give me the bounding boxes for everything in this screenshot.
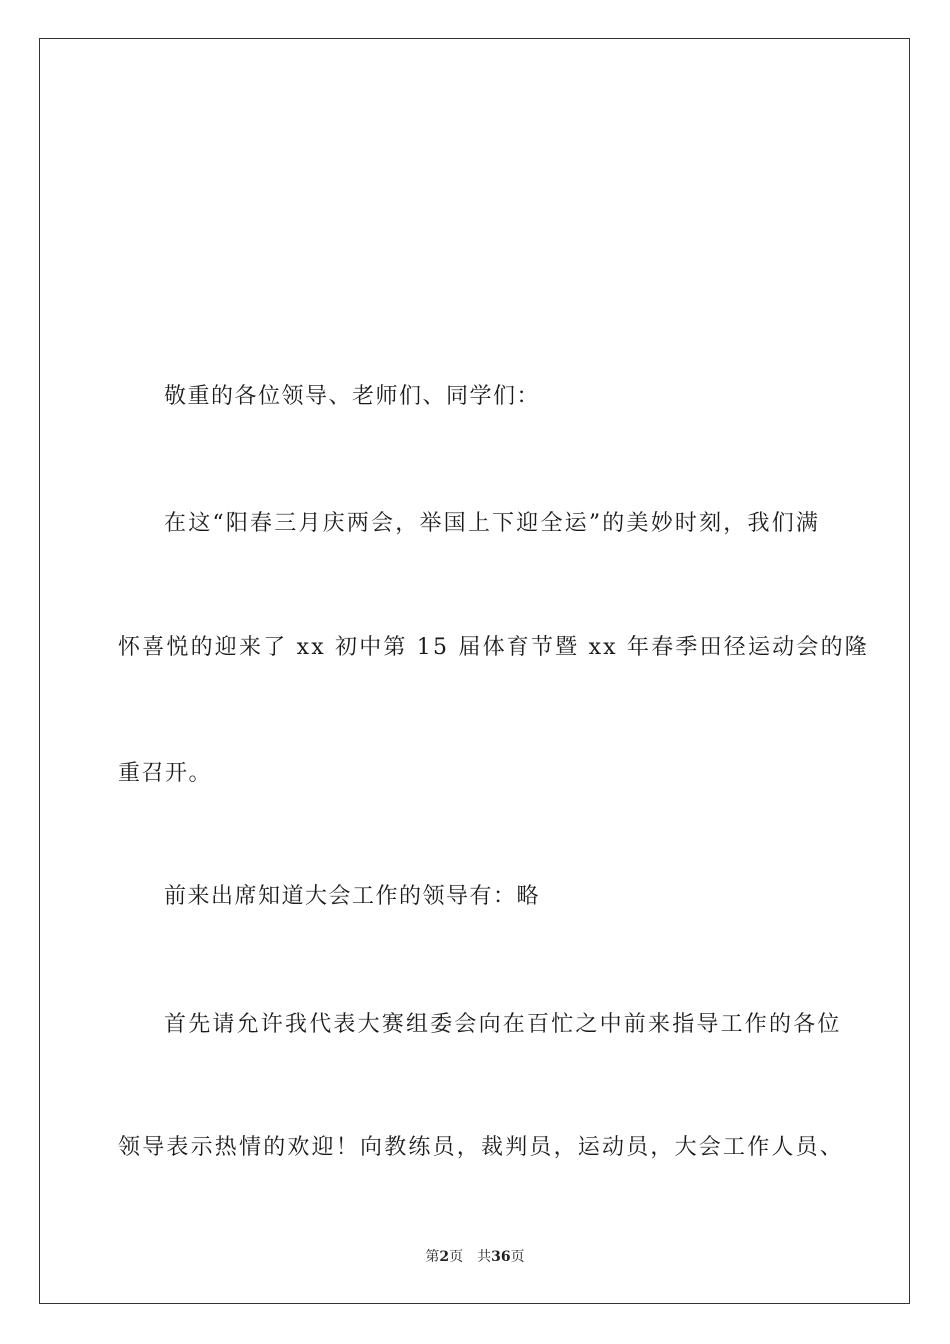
page-footer [0,1247,950,1267]
page-number: 2 [439,1249,450,1265]
paragraph-line: 怀喜悦的迎来了 xx 初中第 15 届体育节暨 xx 年春季田径运动会的隆 [118,635,869,660]
paragraph-line: 前来出席知道大会工作的领导有：略 [164,884,541,909]
page-border [39,38,910,1304]
total-prefix: 共 [477,1249,492,1265]
total-suffix: 页 [510,1249,525,1265]
paragraph-line: 在这“阳春三月庆两会，举国上下迎全运”的美妙时刻，我们满 [164,511,821,536]
page-prefix: 第 [425,1249,440,1265]
paragraph-line: 首先请允许我代表大赛组委会向在百忙之中前来指导工作的各位 [164,1012,842,1037]
paragraph-line: 重召开。 [118,761,213,786]
page-suffix: 页 [449,1249,464,1265]
paragraph-line: 领导表示热情的欢迎！向教练员，裁判员，运动员，大会工作人员、 [118,1135,845,1160]
total-pages: 36 [491,1249,511,1265]
salutation-line: 敬重的各位领导、老师们、同学们： [164,384,541,409]
